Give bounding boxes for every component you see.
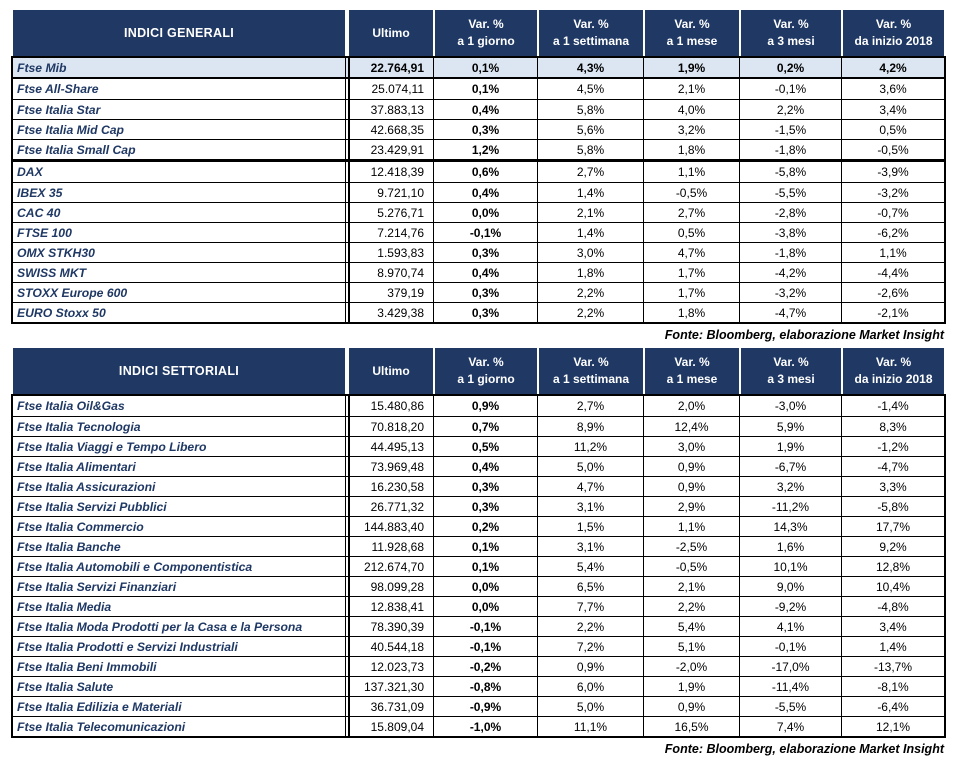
table-row — [13, 716, 944, 736]
index-name-cell: Ftse Italia Oil&Gas — [17, 399, 125, 413]
index-name-cell: STOXX Europe 600 — [17, 285, 128, 300]
table-row — [13, 119, 944, 139]
variation-cell: -1,8% — [739, 140, 841, 159]
source-note: Fonte: Bloomberg, elaborazione Market Insight — [664, 328, 944, 342]
last-value-cell: 9.721,10 — [349, 183, 433, 202]
table-row — [13, 676, 944, 696]
variation-cell: -0,2% — [433, 657, 537, 676]
variation-cell: 0,1% — [433, 79, 537, 99]
last-value-cell: 137.321,30 — [349, 677, 433, 696]
variation-cell: -17,0% — [739, 657, 841, 676]
variation-cell: 1,9% — [739, 437, 841, 456]
last-value-cell: 7.214,76 — [349, 223, 433, 242]
column-header-line1: Var. % — [468, 355, 504, 369]
variation-cell: 4,5% — [537, 79, 643, 99]
row-group — [13, 159, 944, 322]
variation-cell: 0,9% — [433, 396, 537, 416]
index-name-cell: Ftse Mib — [17, 60, 67, 75]
table-row — [13, 99, 944, 119]
last-value-cell: 44.495,13 — [349, 437, 433, 456]
variation-cell: -0,5% — [841, 140, 944, 159]
table-header-row — [11, 10, 946, 56]
variation-cell: -3,2% — [739, 283, 841, 302]
variation-cell: 0,9% — [643, 477, 739, 496]
index-name-cell: EURO Stoxx 50 — [17, 305, 106, 320]
variation-cell: 1,1% — [841, 243, 944, 262]
index-name-cell: Ftse Italia Edilizia e Materiali — [17, 699, 182, 714]
column-header-line1: Var. % — [573, 355, 609, 369]
variation-cell: 4,1% — [739, 617, 841, 636]
variation-cell: 0,6% — [433, 162, 537, 182]
table-header-row — [11, 348, 946, 394]
variation-cell: 3,2% — [643, 120, 739, 139]
index-name-cell: Ftse Italia Alimentari — [17, 459, 136, 474]
source-note: Fonte: Bloomberg, elaborazione Market Insight — [664, 742, 944, 756]
variation-cell: -9,2% — [739, 597, 841, 616]
variation-cell: 4,7% — [537, 477, 643, 496]
variation-cell: 9,0% — [739, 577, 841, 596]
variation-cell: 0,7% — [433, 417, 537, 436]
variation-cell: 12,4% — [643, 417, 739, 436]
variation-cell: 1,7% — [643, 263, 739, 282]
variation-cell: -6,7% — [739, 457, 841, 476]
last-value-cell: 78.390,39 — [349, 617, 433, 636]
index-name-cell: Ftse Italia Automobili e Componentistica — [17, 559, 253, 574]
variation-cell: 1,4% — [841, 637, 944, 656]
column-header-line2: a 3 mesi — [767, 34, 815, 48]
column-header-line2: a 1 mese — [666, 372, 718, 386]
variation-cell: 11,1% — [537, 717, 643, 736]
last-value-cell: 16.230,58 — [349, 477, 433, 496]
last-value-cell: 8.970,74 — [349, 263, 433, 282]
table-title: INDICI GENERALI — [13, 10, 345, 56]
column-header-line1: Ultimo — [372, 25, 410, 40]
table-row — [13, 576, 944, 596]
variation-cell: 2,1% — [643, 577, 739, 596]
variation-cell: 3,3% — [841, 477, 944, 496]
table-title: INDICI SETTORIALI — [13, 348, 345, 394]
variation-cell: 0,3% — [433, 243, 537, 262]
variation-cell: 9,2% — [841, 537, 944, 556]
table-row — [13, 139, 944, 159]
variation-cell: 1,8% — [537, 263, 643, 282]
variation-cell: -1,8% — [739, 243, 841, 262]
index-name-cell: Ftse Italia Tecnologia — [17, 419, 141, 434]
index-name-cell: Ftse Italia Moda Prodotti per la Casa e la Persona — [17, 619, 303, 634]
variation-cell: -3,0% — [739, 396, 841, 416]
last-value-cell: 5.276,71 — [349, 203, 433, 222]
variation-cell: 0,2% — [433, 517, 537, 536]
variation-cell: -0,1% — [739, 79, 841, 99]
index-name-cell: Ftse Italia Banche — [17, 539, 121, 554]
variation-cell: 17,7% — [841, 517, 944, 536]
variation-cell: -8,1% — [841, 677, 944, 696]
variation-cell: 2,9% — [643, 497, 739, 516]
last-value-cell: 42.668,35 — [349, 120, 433, 139]
variation-cell: -0,1% — [739, 637, 841, 656]
column-header — [643, 348, 739, 394]
column-header-line1: Var. % — [468, 17, 504, 31]
column-header — [537, 348, 643, 394]
table-indici-settoriali — [11, 348, 946, 762]
index-name-cell: Ftse Italia Mid Cap — [17, 122, 124, 137]
variation-cell: 2,7% — [643, 203, 739, 222]
last-value-cell: 70.818,20 — [349, 417, 433, 436]
variation-cell: -6,2% — [841, 223, 944, 242]
index-name-cell: Ftse Italia Salute — [17, 679, 114, 694]
variation-cell: 0,2% — [739, 58, 841, 77]
column-header — [739, 348, 841, 394]
variation-cell: 4,3% — [537, 58, 643, 77]
variation-cell: 5,9% — [739, 417, 841, 436]
variation-cell: 0,5% — [643, 223, 739, 242]
table-row — [13, 396, 944, 416]
index-name-cell: Ftse Italia Commercio — [17, 519, 144, 534]
variation-cell: -0,1% — [433, 617, 537, 636]
table-row — [13, 556, 944, 576]
variation-cell: 2,2% — [739, 100, 841, 119]
variation-cell: 2,7% — [537, 162, 643, 182]
column-header — [643, 10, 739, 56]
variation-cell: 2,2% — [537, 617, 643, 636]
variation-cell: -5,8% — [841, 497, 944, 516]
last-value-cell: 25.074,11 — [349, 79, 433, 99]
variation-cell: 5,6% — [537, 120, 643, 139]
variation-cell: 4,0% — [643, 100, 739, 119]
variation-cell: 2,1% — [537, 203, 643, 222]
table-row — [13, 222, 944, 242]
variation-cell: 3,2% — [739, 477, 841, 496]
variation-cell: 5,0% — [537, 457, 643, 476]
index-name-cell: SWISS MKT — [17, 265, 87, 280]
table-row — [13, 242, 944, 262]
column-header-line2: da inizio 2018 — [854, 34, 933, 48]
variation-cell: 4,2% — [841, 58, 944, 77]
last-value-cell: 12.023,73 — [349, 657, 433, 676]
variation-cell: -3,8% — [739, 223, 841, 242]
variation-cell: 0,3% — [433, 120, 537, 139]
variation-cell: 11,2% — [537, 437, 643, 456]
variation-cell: 7,7% — [537, 597, 643, 616]
variation-cell: 2,2% — [537, 283, 643, 302]
last-value-cell: 11.928,68 — [349, 537, 433, 556]
variation-cell: -1,2% — [841, 437, 944, 456]
variation-cell: 7,4% — [739, 717, 841, 736]
column-header — [349, 348, 433, 394]
last-value-cell: 12.838,41 — [349, 597, 433, 616]
column-header-line1: Var. % — [573, 17, 609, 31]
variation-cell: 1,8% — [643, 140, 739, 159]
variation-cell: -11,2% — [739, 497, 841, 516]
last-value-cell: 23.429,91 — [349, 140, 433, 159]
variation-cell: 6,5% — [537, 577, 643, 596]
variation-cell: 3,4% — [841, 617, 944, 636]
variation-cell: 1,2% — [433, 140, 537, 159]
column-header-line1: Var. % — [875, 355, 912, 369]
variation-cell: 0,9% — [537, 657, 643, 676]
table-row — [13, 656, 944, 676]
variation-cell: 0,4% — [433, 100, 537, 119]
last-value-cell: 12.418,39 — [349, 162, 433, 182]
variation-cell: 14,3% — [739, 517, 841, 536]
last-value-cell: 37.883,13 — [349, 100, 433, 119]
last-value-cell: 212.674,70 — [349, 557, 433, 576]
table-row — [13, 536, 944, 556]
variation-cell: 1,5% — [537, 517, 643, 536]
index-name-cell: Ftse All-Share — [17, 82, 99, 96]
variation-cell: 0,3% — [433, 283, 537, 302]
variation-cell: -2,5% — [643, 537, 739, 556]
variation-cell: 1,6% — [739, 537, 841, 556]
last-value-cell: 40.544,18 — [349, 637, 433, 656]
variation-cell: -2,8% — [739, 203, 841, 222]
variation-cell: 16,5% — [643, 717, 739, 736]
last-value-cell: 144.883,40 — [349, 517, 433, 536]
table-row — [13, 182, 944, 202]
table-row — [13, 79, 944, 99]
column-header — [433, 10, 537, 56]
variation-cell: 0,4% — [433, 457, 537, 476]
variation-cell: -0,8% — [433, 677, 537, 696]
column-header-line1: Var. % — [674, 17, 710, 31]
table-row — [13, 262, 944, 282]
last-value-cell: 379,19 — [349, 283, 433, 302]
variation-cell: -1,0% — [433, 717, 537, 736]
column-header-line1: Var. % — [773, 17, 809, 31]
table-row — [13, 596, 944, 616]
column-header — [841, 348, 944, 394]
variation-cell: -0,1% — [433, 223, 537, 242]
column-header-line1: Ultimo — [372, 363, 410, 378]
table-row — [13, 416, 944, 436]
variation-cell: 1,1% — [643, 162, 739, 182]
variation-cell: 0,0% — [433, 577, 537, 596]
variation-cell: 1,7% — [643, 283, 739, 302]
variation-cell: -5,5% — [739, 697, 841, 716]
variation-cell: 0,3% — [433, 497, 537, 516]
table-row — [13, 476, 944, 496]
variation-cell: 0,0% — [433, 597, 537, 616]
variation-cell: 12,1% — [841, 717, 944, 736]
variation-cell: 0,9% — [643, 457, 739, 476]
variation-cell: 3,1% — [537, 537, 643, 556]
variation-cell: 1,9% — [643, 58, 739, 77]
variation-cell: 3,6% — [841, 79, 944, 99]
variation-cell: -4,4% — [841, 263, 944, 282]
variation-cell: 5,4% — [643, 617, 739, 636]
last-value-cell: 3.429,38 — [349, 303, 433, 322]
variation-cell: 0,1% — [433, 537, 537, 556]
column-header-line2: a 1 mese — [666, 34, 718, 48]
table-row — [13, 516, 944, 536]
variation-cell: -0,1% — [433, 637, 537, 656]
column-header-line2: a 1 giorno — [457, 372, 515, 386]
variation-cell: 5,8% — [537, 100, 643, 119]
variation-cell: -4,7% — [739, 303, 841, 322]
index-name-cell: IBEX 35 — [17, 185, 63, 200]
last-value-cell: 26.771,32 — [349, 497, 433, 516]
variation-cell: 2,1% — [643, 79, 739, 99]
variation-cell: 1,1% — [643, 517, 739, 536]
variation-cell: -5,5% — [739, 183, 841, 202]
variation-cell: 1,9% — [643, 677, 739, 696]
index-name-cell: FTSE 100 — [17, 225, 72, 240]
index-name-cell: Ftse Italia Assicurazioni — [17, 479, 156, 494]
column-header-line2: a 1 settimana — [552, 34, 630, 48]
column-header — [841, 10, 944, 56]
index-name-cell: Ftse Italia Beni Immobili — [17, 659, 157, 674]
variation-cell: -2,6% — [841, 283, 944, 302]
variation-cell: -3,9% — [841, 162, 944, 182]
row-group — [13, 58, 944, 159]
index-name-cell: DAX — [17, 165, 43, 179]
row-group — [13, 396, 944, 736]
index-name-cell: Ftse Italia Servizi Pubblici — [17, 499, 167, 514]
table-row — [13, 696, 944, 716]
table-row — [13, 616, 944, 636]
last-value-cell: 22.764,91 — [349, 58, 433, 77]
last-value-cell: 98.099,28 — [349, 577, 433, 596]
column-header — [433, 348, 537, 394]
variation-cell: 8,3% — [841, 417, 944, 436]
index-name-cell: Ftse Italia Star — [17, 102, 101, 117]
index-name-cell: Ftse Italia Prodotti e Servizi Industriali — [17, 639, 238, 654]
variation-cell: -0,9% — [433, 697, 537, 716]
index-name-cell: Ftse Italia Telecomunicazioni — [17, 719, 186, 734]
variation-cell: 3,0% — [537, 243, 643, 262]
variation-cell: 10,1% — [739, 557, 841, 576]
index-name-cell: Ftse Italia Small Cap — [17, 142, 136, 157]
variation-cell: 5,1% — [643, 637, 739, 656]
column-header-line2: a 1 giorno — [457, 34, 515, 48]
variation-cell: 1,4% — [537, 223, 643, 242]
column-header — [537, 10, 643, 56]
variation-cell: -4,7% — [841, 457, 944, 476]
last-value-cell: 15.480,86 — [349, 396, 433, 416]
column-header-line1: Var. % — [773, 355, 809, 369]
variation-cell: 0,4% — [433, 183, 537, 202]
index-name-cell: Ftse Italia Viaggi e Tempo Libero — [17, 439, 207, 454]
variation-cell: -4,8% — [841, 597, 944, 616]
variation-cell: 7,2% — [537, 637, 643, 656]
table-indici-generali — [11, 10, 946, 348]
table-row — [13, 162, 944, 182]
variation-cell: 0,3% — [433, 477, 537, 496]
variation-cell: 8,9% — [537, 417, 643, 436]
column-header — [739, 10, 841, 56]
last-value-cell: 1.593,83 — [349, 243, 433, 262]
last-value-cell: 15.809,04 — [349, 717, 433, 736]
table-row — [13, 282, 944, 302]
variation-cell: 3,0% — [643, 437, 739, 456]
table-row — [13, 202, 944, 222]
variation-cell: 0,5% — [433, 437, 537, 456]
variation-cell: 0,9% — [643, 697, 739, 716]
variation-cell: -5,8% — [739, 162, 841, 182]
table-row — [13, 496, 944, 516]
table-body — [11, 56, 946, 324]
column-header-line1: Var. % — [875, 17, 912, 31]
index-name-cell: Ftse Italia Media — [17, 599, 112, 614]
variation-cell: 10,4% — [841, 577, 944, 596]
variation-cell: 3,1% — [537, 497, 643, 516]
variation-cell: -13,7% — [841, 657, 944, 676]
variation-cell: 0,3% — [433, 303, 537, 322]
variation-cell: -1,5% — [739, 120, 841, 139]
index-name-cell: CAC 40 — [17, 205, 61, 220]
variation-cell: 5,8% — [537, 140, 643, 159]
table-row — [13, 58, 944, 79]
last-value-cell: 73.969,48 — [349, 457, 433, 476]
variation-cell: -2,0% — [643, 657, 739, 676]
table-row — [13, 636, 944, 656]
variation-cell: 3,4% — [841, 100, 944, 119]
last-value-cell: 36.731,09 — [349, 697, 433, 716]
variation-cell: 0,1% — [433, 58, 537, 77]
variation-cell: 1,8% — [643, 303, 739, 322]
column-header-line1: Var. % — [674, 355, 710, 369]
variation-cell: -2,1% — [841, 303, 944, 322]
variation-cell: 2,7% — [537, 396, 643, 416]
variation-cell: -3,2% — [841, 183, 944, 202]
index-name-cell: OMX STKH30 — [17, 245, 95, 260]
variation-cell: -0,7% — [841, 203, 944, 222]
table-row — [13, 456, 944, 476]
variation-cell: 12,8% — [841, 557, 944, 576]
variation-cell: 0,1% — [433, 557, 537, 576]
variation-cell: 0,5% — [841, 120, 944, 139]
variation-cell: -0,5% — [643, 183, 739, 202]
variation-cell: 4,7% — [643, 243, 739, 262]
column-header-line2: da inizio 2018 — [854, 372, 933, 386]
variation-cell: -6,4% — [841, 697, 944, 716]
variation-cell: 1,4% — [537, 183, 643, 202]
variation-cell: 0,0% — [433, 203, 537, 222]
variation-cell: -0,5% — [643, 557, 739, 576]
variation-cell: 0,4% — [433, 263, 537, 282]
index-name-cell: Ftse Italia Servizi Finanziari — [17, 579, 177, 594]
variation-cell: 2,0% — [643, 396, 739, 416]
variation-cell: 2,2% — [537, 303, 643, 322]
variation-cell: 5,4% — [537, 557, 643, 576]
column-header-line2: a 1 settimana — [552, 372, 630, 386]
variation-cell: -4,2% — [739, 263, 841, 282]
variation-cell: -11,4% — [739, 677, 841, 696]
column-header — [349, 10, 433, 56]
table-body — [11, 394, 946, 738]
table-row — [13, 302, 944, 322]
variation-cell: 5,0% — [537, 697, 643, 716]
column-header-line2: a 3 mesi — [767, 372, 815, 386]
variation-cell: -1,4% — [841, 396, 944, 416]
table-row — [13, 436, 944, 456]
variation-cell: 6,0% — [537, 677, 643, 696]
variation-cell: 2,2% — [643, 597, 739, 616]
